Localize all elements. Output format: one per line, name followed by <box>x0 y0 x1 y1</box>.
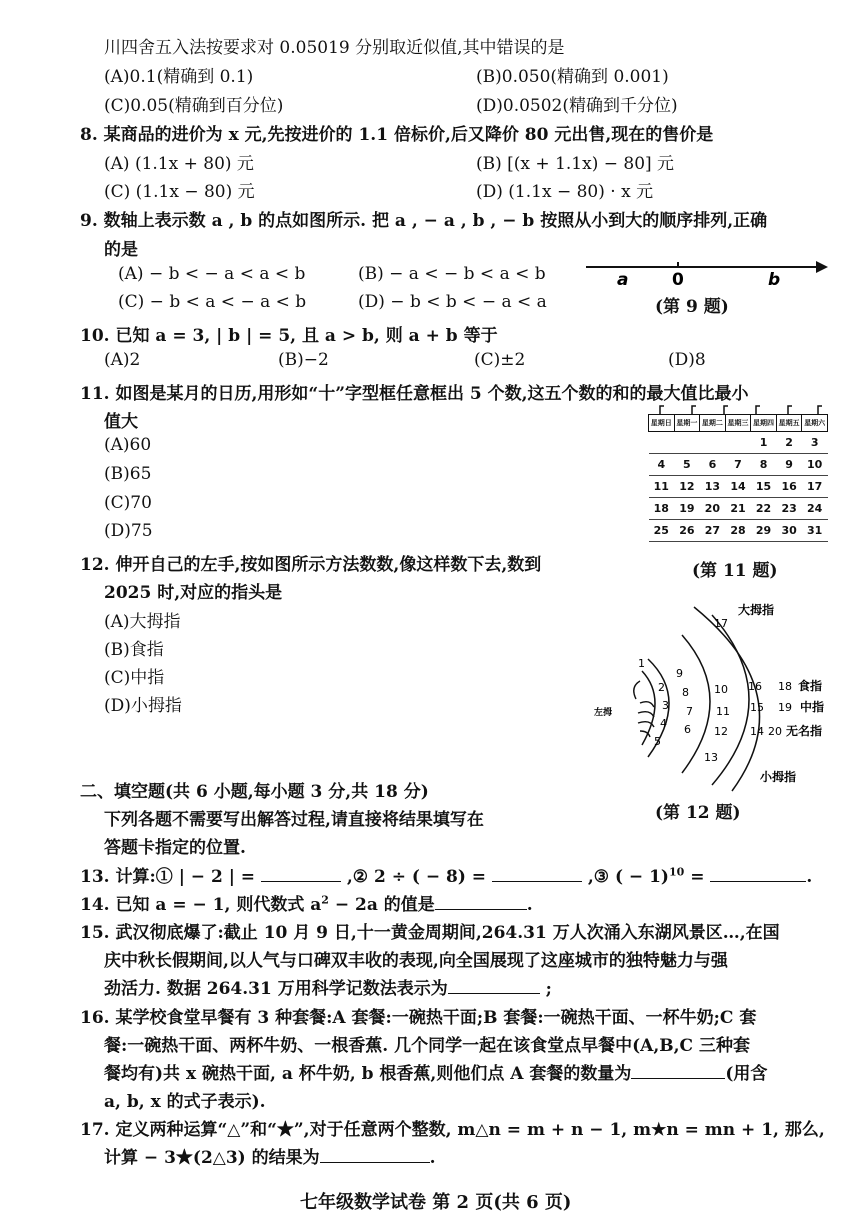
count-number: 11 <box>716 705 730 718</box>
q15-line-1: 15. 武汉彻底爆了:截止 10 月 9 日,十一黄金周期间,264.31 万人次涌入东湖风景区…,在国 <box>80 923 780 943</box>
calendar-week-row <box>649 454 828 476</box>
q11-stem: 11. 如图是某月的日历,用形如“十”字型框任意框出 5 个数,这五个数的和的最大值比最小 <box>80 384 749 404</box>
count-number: 10 <box>714 683 728 696</box>
calendar-day-cell: 16 <box>776 476 802 498</box>
calendar-day-cell: 20 <box>700 498 726 520</box>
calendar-day-cell: 15 <box>751 476 777 498</box>
calendar-day-cell: 18 <box>649 498 675 520</box>
q11-caption: (第 11 题) <box>692 561 778 581</box>
q15-end: ; <box>545 979 552 999</box>
q14-rest: − 2a 的值是 <box>328 895 435 915</box>
count-number: 14 <box>750 725 764 738</box>
left-hand-label: 左拇 <box>594 708 613 718</box>
calendar-header-cell: 星期二 <box>700 415 726 432</box>
q13-equals: = <box>690 867 705 887</box>
q14-prefix: 14. 已知 a = − 1, 则代数式 a <box>80 895 322 915</box>
calendar-day-cell: 4 <box>649 454 675 476</box>
count-number: 17 <box>714 617 728 630</box>
calendar-header-cell: 星期日 <box>649 415 675 432</box>
q17-line-2-text: 计算 − 3★(2△3) 的结果为 <box>104 1148 320 1168</box>
q9-option-c: (C) − b < a < − a < b <box>118 292 307 312</box>
q9-option-b: (B) − a < − b < a < b <box>358 264 546 284</box>
q12-option-a: (A)大拇指 <box>104 612 181 632</box>
calendar-day-cell <box>700 432 726 454</box>
calendar-table <box>648 414 828 542</box>
calendar-day-cell: 24 <box>802 498 828 520</box>
q16-line-3-end: (用含 <box>725 1064 768 1084</box>
count-number: 7 <box>686 705 693 718</box>
q15-blank[interactable] <box>448 977 540 994</box>
q12-stem-cont: 2025 时,对应的指头是 <box>104 583 283 603</box>
count-number: 12 <box>714 725 728 738</box>
calendar-day-cell: 22 <box>751 498 777 520</box>
finger-label-middle: 中指 <box>800 700 825 714</box>
calendar-day-cell: 27 <box>700 520 726 542</box>
calendar-day-cell: 13 <box>700 476 726 498</box>
calendar-week-row <box>649 476 828 498</box>
count-number: 13 <box>704 751 718 764</box>
q16-blank[interactable] <box>631 1062 725 1079</box>
count-number: 18 <box>778 680 792 693</box>
section-title: 二、填空题(共 6 小题,每小题 3 分,共 18 分) <box>80 782 429 802</box>
q14-exponent: 2 <box>321 893 329 907</box>
q11-option-d: (D)75 <box>104 521 153 541</box>
q11-option-c: (C)70 <box>104 493 152 513</box>
q12-stem: 12. 伸开自己的左手,按如图所示方法数数,像这样数下去,数到 <box>80 555 542 575</box>
calendar-week-row <box>649 432 828 454</box>
calendar-body <box>649 432 828 542</box>
calendar-day-cell: 14 <box>725 476 751 498</box>
count-number: 8 <box>682 686 689 699</box>
q13-blank-1[interactable] <box>261 865 341 882</box>
calendar-header-cell: 星期一 <box>674 415 700 432</box>
q7-option-d: (D)0.0502(精确到千分位) <box>476 96 678 116</box>
q13-blank-2[interactable] <box>492 865 582 882</box>
q13-exponent: 10 <box>668 865 685 879</box>
q17-end: . <box>429 1148 436 1168</box>
calendar-day-cell: 26 <box>674 520 700 542</box>
calendar-day-cell <box>674 432 700 454</box>
q13-blank-3[interactable] <box>710 865 806 882</box>
arrow-right-icon <box>816 261 828 273</box>
calendar-day-cell: 19 <box>674 498 700 520</box>
finger-label-index: 食指 <box>798 679 823 693</box>
calendar-day-cell: 11 <box>649 476 675 498</box>
calendar-day-cell <box>725 432 751 454</box>
calendar-day-cell: 29 <box>751 520 777 542</box>
q7-option-c: (C)0.05(精确到百分位) <box>104 96 284 116</box>
label-zero: 0 <box>672 270 684 289</box>
calendar-day-cell: 12 <box>674 476 700 498</box>
calendar-header-cell: 星期五 <box>776 415 802 432</box>
count-number: 15 <box>750 701 764 714</box>
q12-caption: (第 12 题) <box>655 803 741 823</box>
calendar-header-cell: 星期三 <box>725 415 751 432</box>
q8-option-a: (A) (1.1x + 80) 元 <box>104 154 254 174</box>
q15-line-3-text: 劲活力. 数据 264.31 万用科学记数法表示为 <box>104 979 448 999</box>
section-instruction-cont: 答题卡指定的位置. <box>104 838 246 858</box>
q13-part1: 13. 计算:① | − 2 | = <box>80 867 256 887</box>
q14-blank[interactable] <box>435 893 527 910</box>
calendar-week-row <box>649 498 828 520</box>
q7-stem: 川四舍五入法按要求对 0.05019 分别取近似值,其中错误的是 <box>104 38 565 58</box>
q13-line <box>80 862 812 887</box>
calendar-day-cell: 31 <box>802 520 828 542</box>
q13-part3: ,③ ( − 1) <box>587 867 669 887</box>
q9-caption: (第 9 题) <box>655 297 729 317</box>
q7-option-a: (A)0.1(精确到 0.1) <box>104 67 254 87</box>
count-number: 1 <box>638 657 645 670</box>
q8-option-b: (B) [(x + 1.1x) − 80] 元 <box>476 154 675 174</box>
finger-label-little: 小拇指 <box>760 770 797 784</box>
q9-option-a: (A) − b < − a < a < b <box>118 264 306 284</box>
finger-counting-figure <box>590 595 840 795</box>
page-footer: 七年级数学试卷 第 2 页(共 6 页) <box>300 1192 572 1213</box>
count-number: 6 <box>684 723 691 736</box>
number-line-figure <box>580 255 835 289</box>
hand-icon <box>634 681 654 737</box>
q16-line-1: 16. 某学校食堂早餐有 3 种套餐:A 套餐:一碗热干面;B 套餐:一碗热干面、一杯牛奶;C 套 <box>80 1008 757 1028</box>
calendar-week-row <box>649 520 828 542</box>
q15-line-2: 庆中秋长假期间,以人气与口碑双丰收的表现,向全国展现了这座城市的独特魅力与强 <box>104 951 728 971</box>
calendar-header-cell: 星期六 <box>802 415 828 432</box>
q14-line <box>80 890 533 915</box>
q12-option-b: (B)食指 <box>104 640 164 660</box>
q17-line-1: 17. 定义两种运算“△”和“★”,对于任意两个整数, m△n = m + n − 1, m★n = mn + 1, 那么, <box>80 1120 825 1140</box>
count-number: 3 <box>662 699 669 712</box>
q9-option-d: (D) − b < b < − a < a <box>358 292 547 312</box>
q17-line-2 <box>104 1143 436 1168</box>
calendar-day-cell: 17 <box>802 476 828 498</box>
q10-option-c: (C)±2 <box>474 350 526 370</box>
count-number: 19 <box>778 701 792 714</box>
calendar-day-cell: 2 <box>776 432 802 454</box>
q16-line-2: 餐:一碗热干面、两杯牛奶、一根香蕉. 几个同学一起在该食堂点早餐中(A,B,C 三种套 <box>104 1036 750 1056</box>
calendar-day-cell: 1 <box>751 432 777 454</box>
q16-line-3-text: 餐均有)共 x 碗热干面, a 杯牛奶, b 根香蕉,则他们点 A 套餐的数量为 <box>104 1064 632 1084</box>
q9-stem: 9. 数轴上表示数 a , b 的点如图所示. 把 a , − a , b , − b 按照从小到大的顺序排列,正确 <box>80 211 768 231</box>
calendar-day-cell: 28 <box>725 520 751 542</box>
calendar-day-cell: 3 <box>802 432 828 454</box>
calendar-header-row <box>649 415 828 432</box>
calendar-day-cell: 8 <box>751 454 777 476</box>
calendar-day-cell: 23 <box>776 498 802 520</box>
q16-line-3 <box>104 1059 767 1084</box>
q10-stem: 10. 已知 a = 3, | b | = 5, 且 a > b, 则 a + b 等于 <box>80 326 498 346</box>
count-number: 2 <box>658 681 665 694</box>
q15-line-3 <box>104 974 552 999</box>
q7-option-b: (B)0.050(精确到 0.001) <box>476 67 669 87</box>
calendar-day-cell: 7 <box>725 454 751 476</box>
q14-end: . <box>526 895 533 915</box>
q8-stem: 8. 某商品的进价为 x 元,先按进价的 1.1 倍标价,后又降价 80 元出售,现在的售价是 <box>80 125 714 145</box>
q12-option-d: (D)小拇指 <box>104 696 182 716</box>
calendar-day-cell: 5 <box>674 454 700 476</box>
calendar-day-cell: 6 <box>700 454 726 476</box>
q11-option-a: (A)60 <box>104 435 152 455</box>
calendar-day-cell: 9 <box>776 454 802 476</box>
calendar-day-cell: 30 <box>776 520 802 542</box>
count-number: 9 <box>676 667 683 680</box>
calendar-day-cell: 25 <box>649 520 675 542</box>
calendar-day-cell <box>649 432 675 454</box>
q12-option-c: (C)中指 <box>104 668 165 688</box>
count-number: 4 <box>660 717 667 730</box>
q10-option-a: (A)2 <box>104 350 141 370</box>
count-number: 16 <box>748 680 762 693</box>
q10-option-b: (B)−2 <box>278 350 329 370</box>
label-b: b <box>768 270 781 289</box>
count-number: 20 <box>768 725 782 738</box>
q8-option-c: (C) (1.1x − 80) 元 <box>104 182 255 202</box>
section-instruction: 下列各题不需要写出解答过程,请直接将结果填写在 <box>104 810 484 830</box>
q10-option-d: (D)8 <box>668 350 706 370</box>
calendar-header-cell: 星期四 <box>751 415 777 432</box>
q11-option-b: (B)65 <box>104 464 152 484</box>
finger-label-ring: 无名指 <box>786 724 823 738</box>
q13-end: . <box>806 867 813 887</box>
q9-stem-cont: 的是 <box>104 240 138 260</box>
q16-line-4: a, b, x 的式子表示). <box>104 1092 266 1112</box>
finger-label-thumb: 大拇指 <box>738 603 775 617</box>
label-a: a <box>617 270 629 289</box>
q17-blank[interactable] <box>320 1146 430 1163</box>
count-number: 5 <box>654 735 661 748</box>
q13-part2: ,② 2 ÷ ( − 8) = <box>346 867 487 887</box>
calendar-day-cell: 21 <box>725 498 751 520</box>
calendar-day-cell: 10 <box>802 454 828 476</box>
q8-option-d: (D) (1.1x − 80) · x 元 <box>476 182 654 202</box>
q11-stem-cont: 值大 <box>104 412 138 432</box>
